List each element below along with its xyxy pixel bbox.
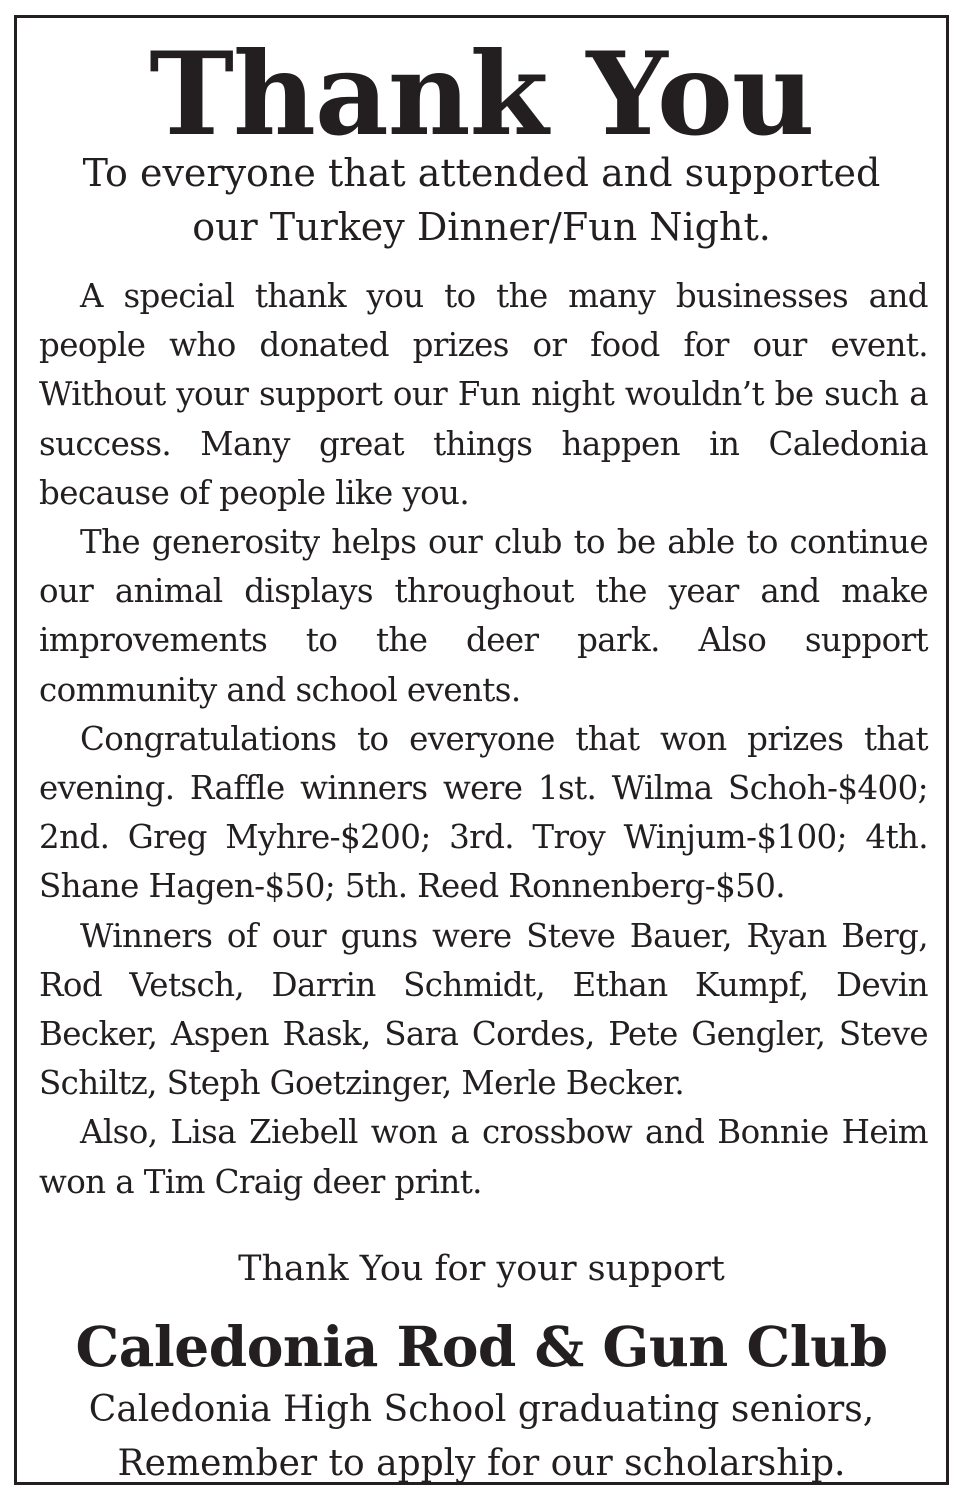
subheadline-line-1: To everyone that attended and supported: [82, 151, 881, 195]
subheadline: [17, 146, 946, 254]
headline: Thank You: [149, 27, 814, 161]
paragraph-special-thanks: A special thank you to the many businesses and people who donated prizes or food for our event. Without your support our Fun night wouldn’t be such a success. Many great things happen in Caledonia because of people like you.: [39, 277, 928, 512]
scholarship-note-line-2: Remember to apply for our scholarship.: [117, 1443, 846, 1484]
scholarship-note-line-1: Caledonia High School graduating seniors,: [88, 1389, 875, 1430]
scholarship-note: [17, 1383, 946, 1491]
closing-line: Thank You for your support: [238, 1249, 725, 1289]
paragraph-generosity: The generosity helps our club to be able to continue our animal displays throughout the year and make improvements to the deer park. Also support community and school events.: [39, 523, 928, 709]
paragraph-other-prizes: Also, Lisa Ziebell won a crossbow and Bonnie Heim won a Tim Craig deer print.: [39, 1113, 928, 1201]
paragraph-gun-winners: Winners of our guns were Steve Bauer, Ryan Berg, Rod Vetsch, Darrin Schmidt, Ethan Kumpf, Devin Becker, Aspen Rask, Sara Cordes, Pete Gengler, Steve Schiltz, Steph Goetzinger, Merle Becker.: [39, 916, 928, 1103]
paragraph-raffle-winners: Congratulations to everyone that won prizes that evening. Raffle winners were 1st. Wilma Schoh-$400; 2nd. Greg Myhre-$200; 3rd. Troy Winjum-$100; 4th. Shane Hagen-$50; 5th. Reed Ronnenberg-$50.: [39, 719, 928, 906]
subheadline-line-2: our Turkey Dinner/Fun Night.: [192, 205, 771, 249]
club-name: Caledonia Rod & Gun Club: [75, 1314, 888, 1379]
thank-you-ad: [14, 15, 949, 1485]
body-text: [39, 272, 928, 1207]
